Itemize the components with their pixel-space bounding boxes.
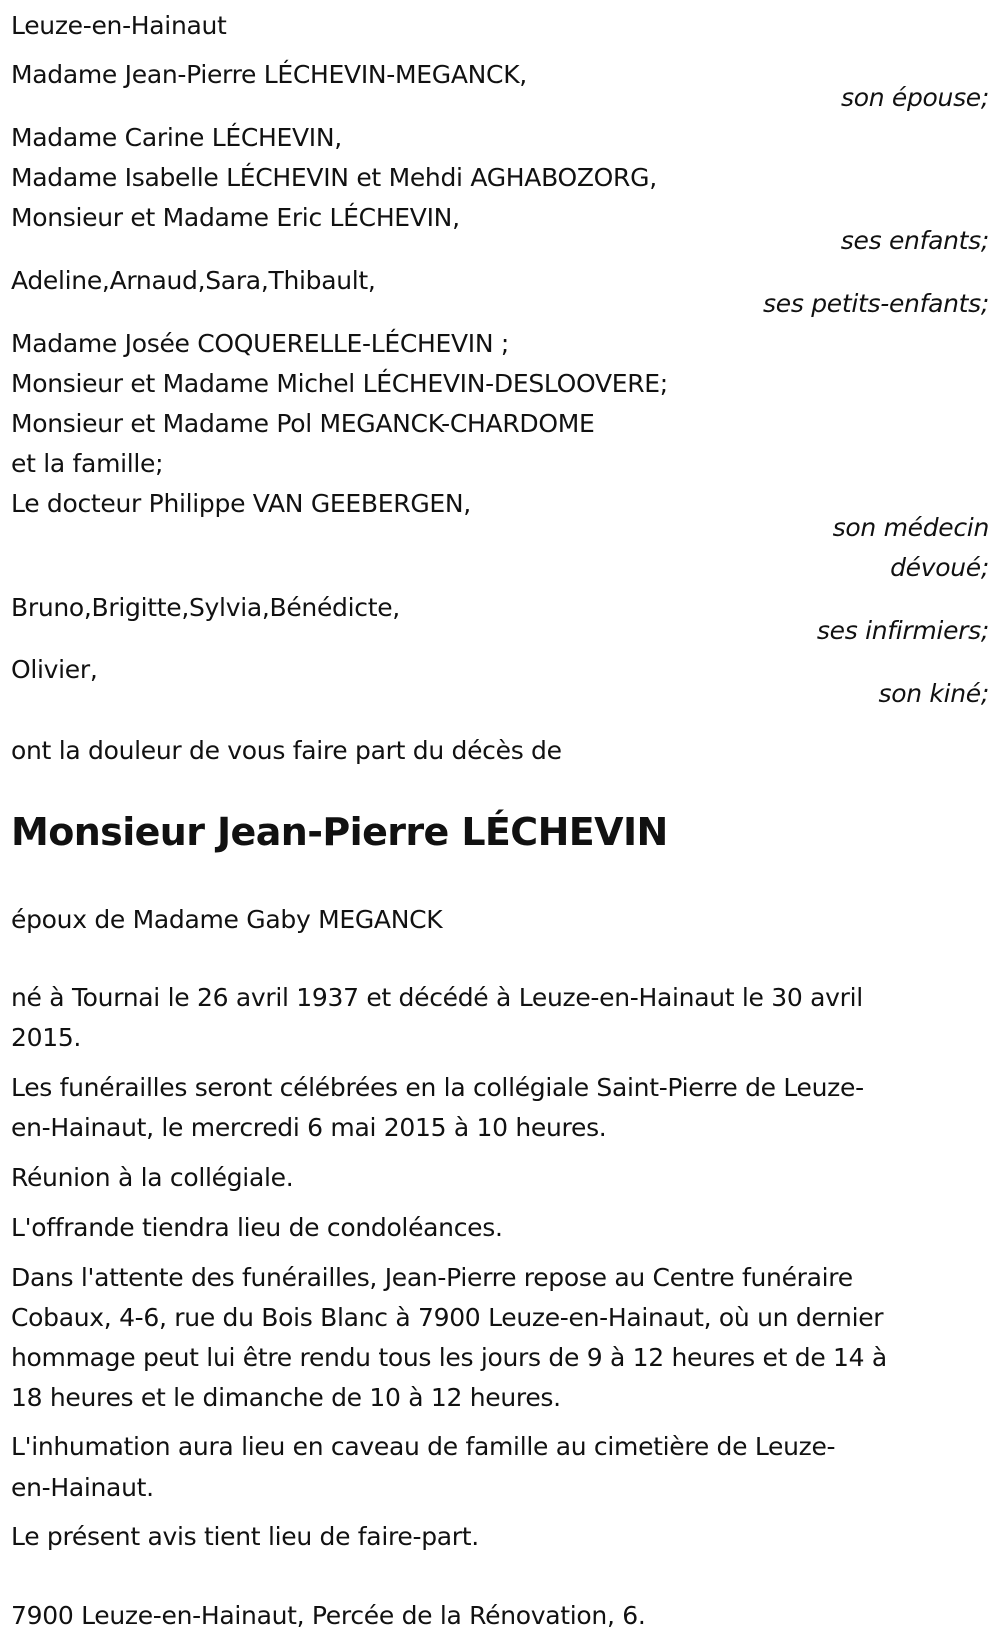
meeting: Réunion à la collégiale. — [11, 1163, 294, 1192]
spouse-of: époux de Madame Gaby MEGANCK — [11, 905, 443, 934]
spouse-role: son épouse; — [840, 83, 989, 112]
funeral-line: Les funérailles seront célébrées en la collégiale Saint-Pierre de Leuze- — [11, 1073, 864, 1102]
relative-name: Madame Josée COQUERELLE-LÉCHEVIN ; — [11, 329, 510, 358]
child-name: Madame Isabelle LÉCHEVIN et Mehdi AGHABOZORG, — [11, 163, 657, 192]
children-role: ses enfants; — [840, 226, 989, 255]
child-name: Madame Carine LÉCHEVIN, — [11, 123, 342, 152]
relative-name: Monsieur et Madame Pol MEGANCK-CHARDOME — [11, 409, 595, 438]
viewing-line: hommage peut lui être rendu tous les jours de 9 à 12 heures et de 14 à — [11, 1343, 887, 1372]
viewing-line: Cobaux, 4-6, rue du Bois Blanc à 7900 Leuze-en-Hainaut, où un dernier — [11, 1303, 884, 1332]
doctor-role: son médecin — [832, 513, 989, 542]
relative-name: Monsieur et Madame Michel LÉCHEVIN-DESLOOVERE; — [11, 369, 668, 398]
viewing-line: 18 heures et le dimanche de 10 à 12 heures. — [11, 1383, 561, 1412]
deceased-name: Monsieur Jean-Pierre LÉCHEVIN — [11, 810, 668, 854]
notice: Le présent avis tient lieu de faire-part. — [11, 1522, 479, 1551]
doctor-role-cont: dévoué; — [890, 553, 989, 582]
burial-line: en-Hainaut. — [11, 1473, 154, 1502]
burial-line: L'inhumation aura lieu en caveau de famille au cimetière de Leuze- — [11, 1432, 836, 1461]
spouse-name: Madame Jean-Pierre LÉCHEVIN-MEGANCK, — [11, 60, 527, 89]
address: 7900 Leuze-en-Hainaut, Percée de la Rénovation, 6. — [11, 1601, 646, 1630]
announcement: ont la douleur de vous faire part du décès de — [11, 736, 562, 765]
offering: L'offrande tiendra lieu de condoléances. — [11, 1213, 503, 1242]
viewing-line: Dans l'attente des funérailles, Jean-Pierre repose au Centre funéraire — [11, 1263, 853, 1292]
birth-death-line: 2015. — [11, 1023, 82, 1052]
grandchildren-role: ses petits-enfants; — [763, 289, 989, 318]
grandchildren-names: Adeline,Arnaud,Sara,Thibault, — [11, 266, 376, 295]
funeral-line: en-Hainaut, le mercredi 6 mai 2015 à 10 heures. — [11, 1113, 607, 1142]
location: Leuze-en-Hainaut — [11, 11, 227, 40]
doctor-name: Le docteur Philippe VAN GEEBERGEN, — [11, 489, 471, 518]
birth-death-line: né à Tournai le 26 avril 1937 et décédé à Leuze-en-Hainaut le 30 avril — [11, 983, 863, 1012]
physio-role: son kiné; — [878, 679, 989, 708]
nurses-names: Bruno,Brigitte,Sylvia,Bénédicte, — [11, 593, 400, 622]
physio-name: Olivier, — [11, 655, 98, 684]
nurses-role: ses infirmiers; — [816, 616, 989, 645]
relative-name: et la famille; — [11, 449, 164, 478]
child-name: Monsieur et Madame Eric LÉCHEVIN, — [11, 203, 460, 232]
